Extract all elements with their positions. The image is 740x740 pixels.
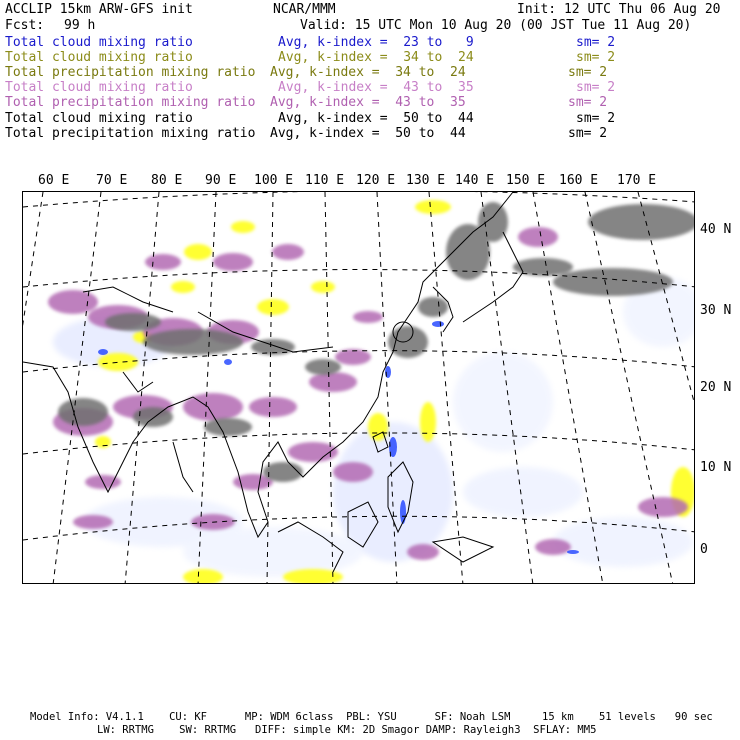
- legend-sm: sm= 2: [568, 65, 608, 80]
- legend-field: Total precipitation mixing ratio: [5, 65, 256, 80]
- longitude-label: 130 E: [406, 173, 446, 188]
- latitude-label: 30 N: [700, 303, 732, 318]
- legend-sm: sm= 2: [576, 50, 616, 65]
- longitude-label: 100 E: [254, 173, 294, 188]
- legend-field: Total cloud mixing ratio: [5, 80, 193, 95]
- longitude-label: 170 E: [617, 173, 657, 188]
- longitude-label: 150 E: [506, 173, 546, 188]
- legend-field: Total precipitation mixing ratio: [5, 126, 256, 141]
- legend-avg: Avg, k-index = 50 to 44: [270, 126, 466, 141]
- latitude-label: 20 N: [700, 380, 732, 395]
- map-canvas: [23, 192, 695, 584]
- legend-sm: sm= 2: [576, 111, 616, 126]
- latitude-label: 40 N: [700, 222, 732, 237]
- fcst-value: 99 h: [64, 18, 96, 33]
- longitude-label: 90 E: [205, 173, 237, 188]
- legend-field: Total cloud mixing ratio: [5, 111, 193, 126]
- footer-model-info: Model Info: V4.1.1 CU: KF MP: WDM 6class PBL: YSU SF: Noah LSM 15 km 51 levels 90 sec: [30, 711, 713, 723]
- legend-sm: sm= 2: [576, 35, 616, 50]
- legend-field: Total cloud mixing ratio: [5, 35, 193, 50]
- legend-avg: Avg, k-index = 34 to 24: [270, 65, 466, 80]
- longitude-label: 80 E: [151, 173, 183, 188]
- legend-sm: sm= 2: [576, 80, 616, 95]
- longitude-label: 110 E: [305, 173, 345, 188]
- map-panel: [22, 191, 695, 584]
- fcst-label: Fcst:: [5, 18, 45, 33]
- longitude-label: 70 E: [96, 173, 128, 188]
- latitude-label: 10 N: [700, 460, 732, 475]
- legend-field: Total cloud mixing ratio: [5, 50, 193, 65]
- init-time: Init: 12 UTC Thu 06 Aug 20: [517, 2, 721, 17]
- longitude-label: 120 E: [356, 173, 396, 188]
- legend-avg: Avg, k-index = 50 to 44: [278, 111, 474, 126]
- model-title: ACCLIP 15km ARW-GFS init: [5, 2, 193, 17]
- latitude-label: 0: [700, 542, 708, 557]
- legend-avg: Avg, k-index = 43 to 35: [270, 95, 466, 110]
- longitude-label: 160 E: [559, 173, 599, 188]
- valid-time: Valid: 15 UTC Mon 10 Aug 20 (00 JST Tue 11 Aug 20): [300, 18, 692, 33]
- longitude-label: 60 E: [38, 173, 70, 188]
- legend-avg: Avg, k-index = 43 to 35: [278, 80, 474, 95]
- org-title: NCAR/MMM: [273, 2, 336, 17]
- legend-sm: sm= 2: [568, 126, 608, 141]
- footer-physics-info: LW: RRTMG SW: RRTMG DIFF: simple KM: 2D Smagor DAMP: Rayleigh3 SFLAY: MM5: [97, 724, 597, 736]
- legend-avg: Avg, k-index = 23 to 9: [278, 35, 474, 50]
- longitude-label: 140 E: [455, 173, 495, 188]
- legend-field: Total precipitation mixing ratio: [5, 95, 256, 110]
- legend-avg: Avg, k-index = 34 to 24: [278, 50, 474, 65]
- legend-sm: sm= 2: [568, 95, 608, 110]
